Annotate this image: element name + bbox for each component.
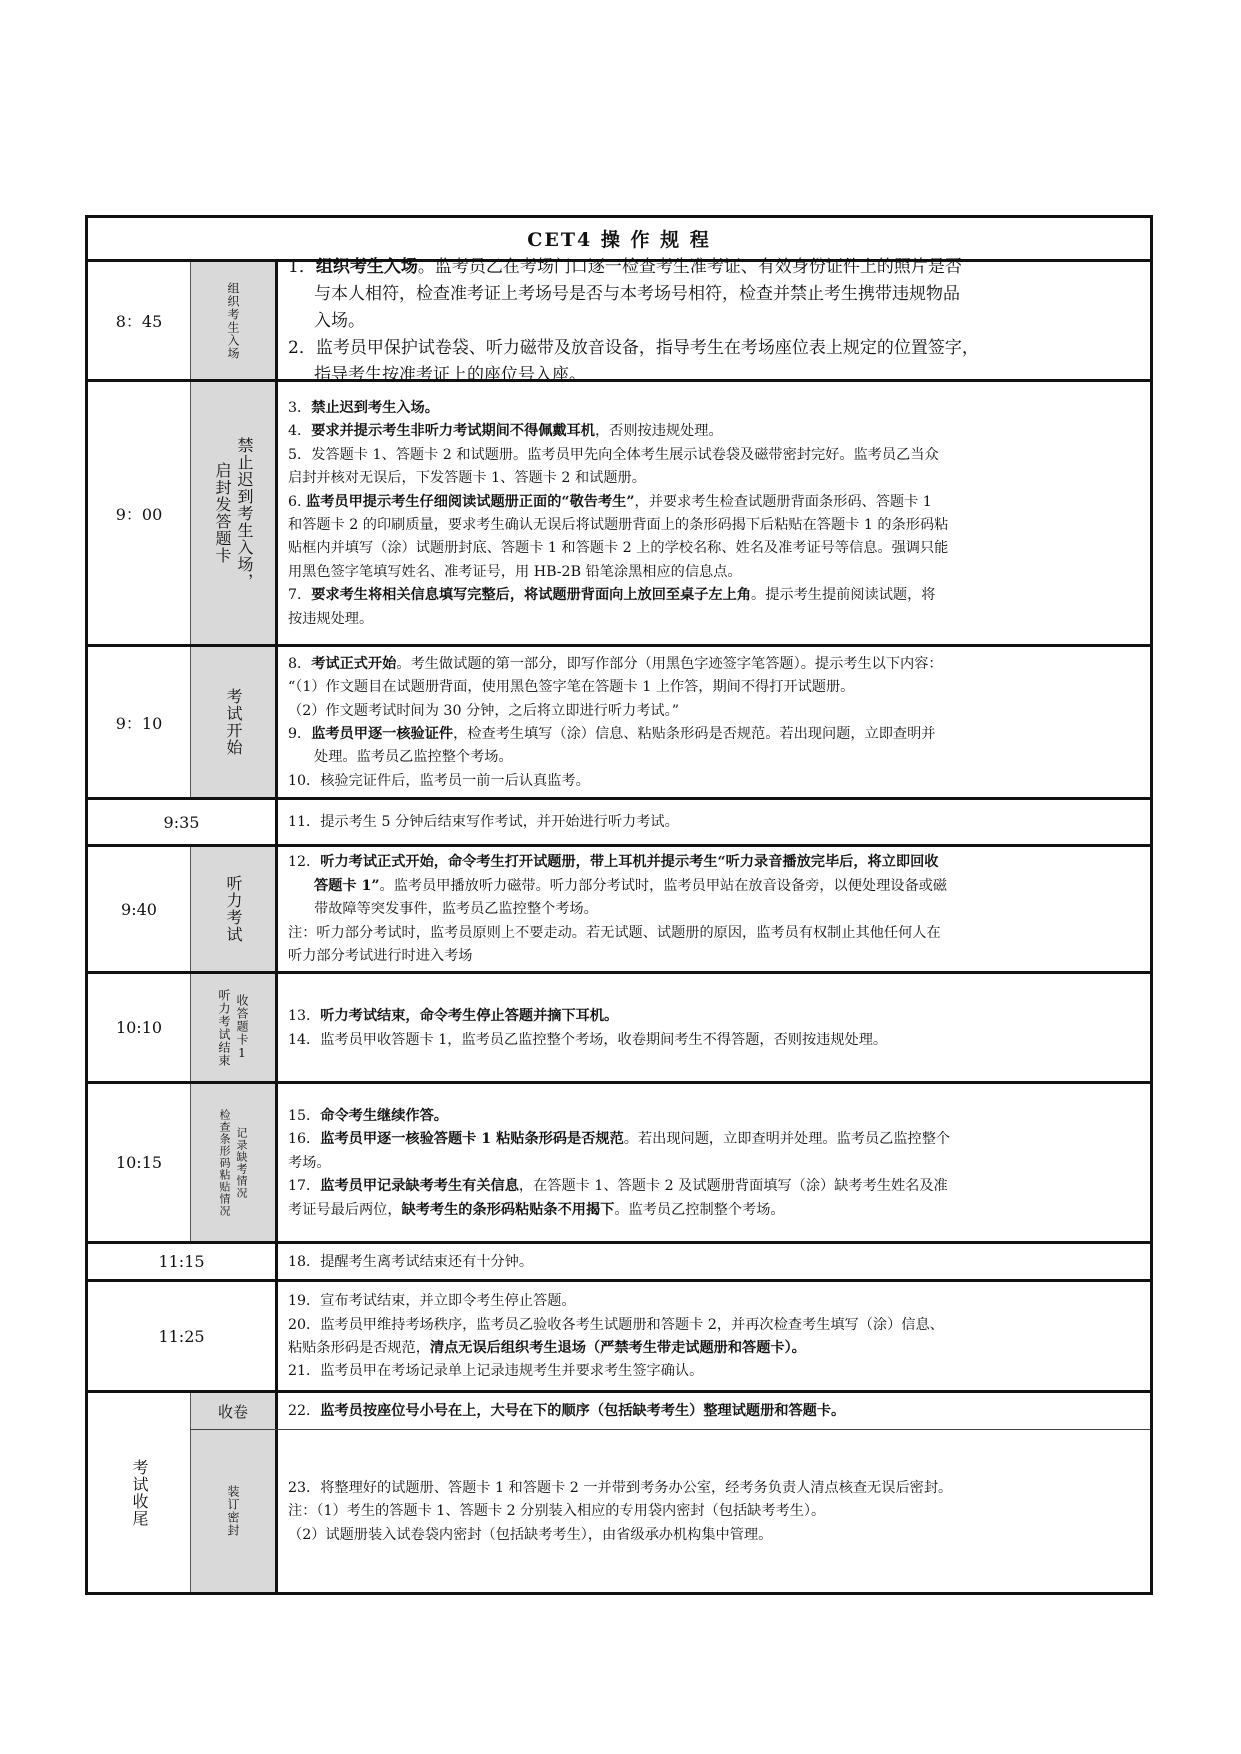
text-run: 按违规处理。 bbox=[288, 610, 374, 627]
text-run: “（1）作文题目在试题册背面，使用黑色签字笔在答题卡 1 上作答，期间不得打开试题册。 bbox=[288, 679, 855, 696]
text-run: 考证号最后两位， bbox=[288, 1201, 402, 1218]
bold-text-run: 听力考试结束，命令考生停止答题并摘下耳机。 bbox=[320, 1008, 619, 1025]
bold-text-run: 监考员甲逐一核验答题卡 1 粘贴条形码是否规范 bbox=[320, 1131, 624, 1148]
text-run: 10．核验完证件后，监考员一前一后认真监考。 bbox=[288, 772, 590, 789]
content-line bbox=[288, 1314, 1140, 1337]
closing-subrow bbox=[190, 1393, 1150, 1430]
row-content bbox=[275, 382, 1150, 644]
bold-text-run: 禁止迟到考生入场。 bbox=[311, 399, 439, 416]
row-content bbox=[275, 1084, 1150, 1241]
text-run: 。监考员乙控制整个考场。 bbox=[614, 1201, 785, 1218]
row-label bbox=[190, 847, 275, 971]
row-label-column: 考试开始 bbox=[224, 688, 243, 756]
text-run: 9． bbox=[288, 726, 312, 742]
text-run: 1． bbox=[288, 257, 316, 277]
text-run: 12． bbox=[288, 854, 321, 871]
row-time: 10:15 bbox=[115, 1153, 163, 1172]
content-line bbox=[288, 1199, 1140, 1222]
text-run: 听力部分考试进行时进入考场 bbox=[288, 948, 473, 965]
content-line bbox=[288, 1128, 1140, 1151]
schedule-row bbox=[88, 1282, 1150, 1393]
row-label bbox=[190, 382, 275, 644]
content-line bbox=[288, 608, 1140, 631]
row-label-column: 记录缺考情况 bbox=[235, 1126, 248, 1199]
row-time: 9：10 bbox=[115, 713, 163, 733]
row-content bbox=[275, 257, 1150, 385]
content-line bbox=[288, 922, 1140, 945]
text-run: 注：听力部分考试时，监考员原则上不要走动。若无试题、试题册的原因，监考员有权制止其他任何人在 bbox=[288, 924, 941, 941]
content-line bbox=[288, 875, 1140, 898]
text-run: 考场。 bbox=[288, 1154, 331, 1171]
content-line bbox=[288, 491, 1140, 514]
row-time: 10:10 bbox=[115, 1018, 163, 1037]
text-run: 。提示考生提前阅读试题，将 bbox=[751, 587, 936, 604]
content-line bbox=[288, 420, 1140, 443]
content-line bbox=[288, 281, 1140, 308]
text-run: 粘贴条形码是否规范， bbox=[288, 1340, 430, 1356]
bold-text-run: 要求考生将相关信息填写完整后，将试题册背面向上放回至桌子左上角 bbox=[311, 587, 752, 604]
bold-text-run: 考试正式开始 bbox=[311, 655, 397, 672]
schedule-row bbox=[88, 257, 1150, 385]
content-line bbox=[288, 1029, 1140, 1052]
text-run: 和答题卡 2 的印刷质量，要求考生确认无误后将试题册背面上的条形码揭下后粘贴在答题卡 1 的条形码粘 bbox=[288, 517, 949, 533]
row-time: 11:25 bbox=[158, 1326, 205, 1346]
row-time: 8：45 bbox=[115, 312, 163, 331]
row-label bbox=[190, 647, 275, 797]
content-line bbox=[288, 676, 1140, 699]
bold-text-run: 组织考生入场 bbox=[315, 257, 418, 277]
row-content bbox=[275, 1282, 1150, 1390]
schedule-row bbox=[88, 1084, 1150, 1244]
content-line bbox=[288, 1477, 1140, 1500]
content-line bbox=[288, 444, 1140, 467]
text-run: 带故障等突发事件，监考员乙监控整个考场。 bbox=[314, 901, 598, 918]
text-run: 2．监考员甲保护试卷袋、听力磁带及放音设备，指导考生在考场座位表上规定的位置签字， bbox=[288, 338, 979, 358]
content-line bbox=[288, 254, 1140, 281]
text-run: 入场。 bbox=[314, 311, 365, 331]
closing-section bbox=[88, 1393, 1150, 1592]
text-run: ，检查考生填写（涂）信息、粘贴条形码是否规范。若出现问题，立即查明并 bbox=[453, 726, 936, 742]
closing-subrow bbox=[190, 1430, 1150, 1592]
text-run: 5．发答题卡 1、答题卡 2 和试题册。监考员甲先向全体考生展示试卷袋及磁带密封完好。监考员乙当众 bbox=[288, 446, 939, 463]
schedule-row bbox=[88, 1244, 1150, 1282]
text-run: 贴框内并填写（涂）试题册封底、答题卡 1 和答题卡 2 上的学校名称、姓名及准考证号等信息。强调只能 bbox=[288, 540, 949, 557]
row-label bbox=[190, 974, 275, 1081]
text-run: （2）试题册装入试卷袋内密封（包括缺考考生），由省级承办机构集中管理。 bbox=[288, 1526, 773, 1543]
text-run: ，否则按违规处理。 bbox=[594, 423, 723, 440]
content-line bbox=[288, 561, 1140, 584]
content-line bbox=[288, 584, 1140, 607]
text-run: 22． bbox=[288, 1403, 321, 1420]
text-run: 。监考员乙在考场门口逐一检查考生准考证、有效身份证件上的照片是否 bbox=[417, 257, 962, 277]
content-line bbox=[288, 308, 1140, 335]
schedule-row bbox=[88, 800, 1150, 847]
content-line bbox=[288, 851, 1140, 874]
row-content bbox=[275, 847, 1150, 971]
row-label bbox=[190, 1430, 275, 1592]
text-run: 8． bbox=[288, 655, 312, 672]
schedule-row bbox=[88, 647, 1150, 800]
row-label bbox=[190, 1084, 275, 1241]
row-content bbox=[275, 1430, 1150, 1592]
text-run: 20．监考员甲维持考场秩序，监考员乙验收各考生试题册和答题卡 2，并再次检查考生填写（涂）信息、 bbox=[288, 1316, 944, 1333]
content-line bbox=[288, 770, 1140, 793]
content-line bbox=[288, 1337, 1140, 1360]
content-line bbox=[288, 1152, 1140, 1175]
closing-section-label-text: 考试收尾 bbox=[130, 1458, 149, 1527]
row-content bbox=[275, 1244, 1150, 1279]
row-label bbox=[190, 1393, 275, 1429]
row-content bbox=[275, 1393, 1150, 1429]
content-line bbox=[288, 1524, 1140, 1547]
bold-text-run: 答题卡 1” bbox=[314, 877, 380, 894]
text-run: 13． bbox=[288, 1008, 321, 1025]
text-run: 3． bbox=[288, 399, 312, 416]
content-line bbox=[288, 1105, 1140, 1128]
row-label-column: 听力考试结束 bbox=[217, 988, 231, 1067]
row-time: 9：00 bbox=[115, 504, 163, 524]
text-run: 。监考员甲播放听力磁带。听力部分考试时，监考员甲站在放音设备旁，以便处理设备或磁 bbox=[379, 877, 948, 894]
content-line bbox=[288, 1251, 1140, 1274]
content-line bbox=[288, 397, 1140, 420]
closing-section-label bbox=[88, 1393, 190, 1592]
row-label-column: 组织考生入场 bbox=[226, 281, 240, 360]
text-run: 处理。监考员乙监控整个考场。 bbox=[314, 749, 513, 766]
text-run: 21．监考员甲在考场记录单上记录违规考生并要求考生签字确认。 bbox=[288, 1363, 704, 1380]
row-content bbox=[275, 647, 1150, 797]
table-title: CET4 操 作 规 程 bbox=[88, 218, 1150, 262]
row-label-column: 启封发答题卡 bbox=[213, 462, 232, 564]
text-run: 19．宣布考试结束，并立即令考生停止答题。 bbox=[288, 1293, 576, 1310]
bold-text-run: 监考员按座位号小号在上，大号在下的顺序（包括缺考考生）整理试题册和答题卡。 bbox=[320, 1403, 846, 1420]
content-line bbox=[288, 537, 1140, 560]
row-time: 9:40 bbox=[121, 899, 157, 919]
row-label-column: 装订密封 bbox=[226, 1485, 240, 1537]
row-time: 11:15 bbox=[158, 1252, 205, 1271]
content-line bbox=[288, 945, 1140, 968]
text-run: 。考生做试题的第一部分，即写作部分（用黑色字迹签字笔答题）。提示考生以下内容： bbox=[396, 655, 943, 672]
text-run: 17． bbox=[288, 1178, 321, 1195]
content-line bbox=[288, 700, 1140, 723]
content-line bbox=[288, 653, 1140, 676]
text-run: 23．将整理好的试题册、答题卡 1 和答题卡 2 一并带到考务办公室，经考务负责人清点核查无误后密封。 bbox=[288, 1479, 953, 1496]
bold-text-run: 清点无误后组织考生退场（严禁考生带走试题册和答题卡）。 bbox=[429, 1340, 806, 1356]
content-line bbox=[288, 898, 1140, 921]
content-line bbox=[288, 746, 1140, 769]
row-time: 9:35 bbox=[163, 812, 200, 832]
text-run: 指导考生按准考证上的座位号入座。 bbox=[314, 365, 586, 385]
schedule-row bbox=[88, 847, 1150, 974]
bold-text-run: 要求并提示考生非听力考试期间不得佩戴耳机 bbox=[311, 423, 595, 440]
text-run: 16． bbox=[288, 1131, 321, 1148]
row-label-column: 听力考试 bbox=[224, 875, 243, 943]
content-line bbox=[288, 723, 1140, 746]
content-line bbox=[288, 1500, 1140, 1523]
content-line bbox=[288, 335, 1140, 362]
text-run: 15． bbox=[288, 1107, 321, 1124]
schedule-row bbox=[88, 974, 1150, 1084]
text-run: 启封并核对无误后，下发答题卡 1、答题卡 2 和试题册。 bbox=[288, 470, 646, 487]
bold-text-run: 监考员甲记录缺考考生有关信息 bbox=[320, 1178, 519, 1195]
text-run: 与本人相符，检查准考证上考场号是否与本考场号相符，检查并禁止考生携带违规物品 bbox=[314, 284, 960, 304]
bold-text-run: 监考员甲提示考生仔细阅读试题册正面的“敬告考生” bbox=[306, 493, 635, 510]
bold-text-run: 听力考试正式开始，命令考生打开试题册，带上耳机并提示考生“听力录音播放完毕后，将立即回收 bbox=[320, 854, 939, 871]
text-run: 14．监考员甲收答题卡 1，监考员乙监控整个考场，收卷期间考生不得答题，否则按违规处理。 bbox=[288, 1031, 888, 1048]
text-run: ，并要求考生检查试题册背面条形码、答题卡 1 bbox=[634, 493, 932, 510]
bold-text-run: 命令考生继续作答。 bbox=[320, 1107, 448, 1124]
row-label-column: 收卷 bbox=[217, 1402, 248, 1421]
content-line bbox=[288, 1290, 1140, 1313]
row-label-column: 禁止迟到考生入场， bbox=[235, 436, 254, 590]
content-line bbox=[288, 1400, 1140, 1423]
row-label bbox=[190, 262, 275, 379]
content-line bbox=[288, 1360, 1140, 1383]
content-line bbox=[288, 1175, 1140, 1198]
row-label-column: 收答题卡1 bbox=[235, 994, 249, 1061]
text-run: ，在答题卡 1、答题卡 2 及试题册背面填写（涂）缺考考生姓名及准 bbox=[518, 1178, 948, 1195]
content-line bbox=[288, 467, 1140, 490]
text-run: 4． bbox=[288, 423, 312, 440]
row-content bbox=[275, 800, 1150, 844]
text-run: 11．提示考生 5 分钟后结束写作考试，并开始进行听力考试。 bbox=[288, 814, 679, 831]
content-line bbox=[288, 514, 1140, 537]
bold-text-run: 缺考考生的条形码粘贴条不用揭下 bbox=[401, 1201, 615, 1218]
text-run: 18．提醒考生离考试结束还有十分钟。 bbox=[288, 1253, 534, 1270]
text-run: 注：（1）考生的答题卡 1、答题卡 2 分别装入相应的专用袋内密封（包括缺考考生）。 bbox=[288, 1503, 826, 1520]
schedule-row bbox=[88, 382, 1150, 647]
content-line bbox=[288, 811, 1140, 834]
row-content bbox=[275, 974, 1150, 1081]
text-run: （2）作文题考试时间为 30 分钟，之后将立即进行听力考试。” bbox=[288, 702, 679, 719]
content-line bbox=[288, 1005, 1140, 1028]
text-run: 。若出现问题，立即查明并处理。监考员乙监控整个 bbox=[623, 1131, 951, 1148]
bold-text-run: 监考员甲逐一核验证件 bbox=[311, 726, 454, 742]
text-run: 6. bbox=[288, 493, 307, 510]
row-label-column: 检查条形码粘贴情况 bbox=[218, 1108, 231, 1217]
text-run: 用黑色签字笔填写姓名、准考证号，用 HB-2B 铅笔涂黑相应的信息点。 bbox=[288, 563, 742, 580]
procedure-table bbox=[85, 215, 1153, 1595]
text-run: 7． bbox=[288, 587, 312, 604]
